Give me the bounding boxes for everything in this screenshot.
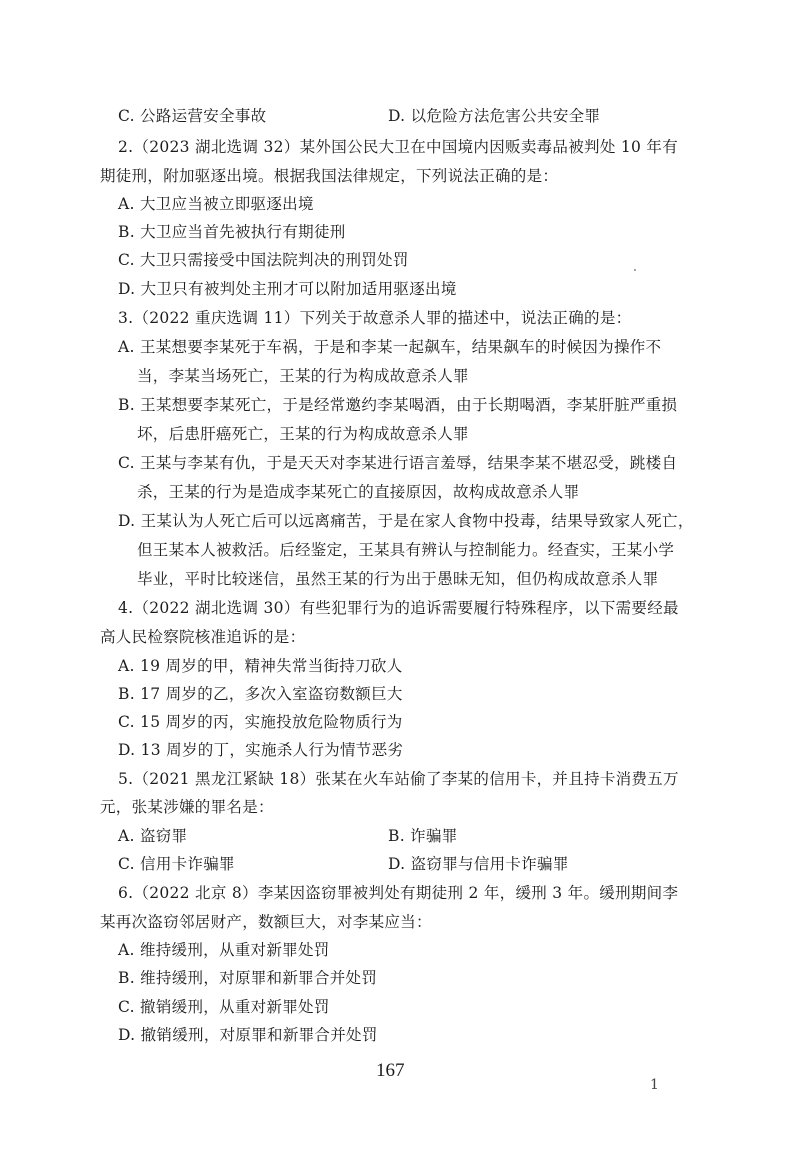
q2-stem-line1: 2.（2023 湖北选调 32）某外国公民大卫在中国境内因贩卖毒品被判处 10 年有 bbox=[118, 138, 678, 156]
q3-option-d-line3: 毕业，平时比较迷信，虽然王某的行为出于愚昧无知，但仍构成故意杀人罪 bbox=[137, 570, 659, 588]
q1-option-c: C. 公路运营安全事故 bbox=[118, 107, 267, 125]
q4-option-d: D. 13 周岁的丁，实施杀人行为情节恶劣 bbox=[118, 741, 404, 759]
q6-option-b: B. 维持缓刑，对原罪和新罪合并处罚 bbox=[118, 969, 378, 987]
corner-mark: 1 bbox=[650, 1077, 659, 1093]
page-number: 167 bbox=[376, 1060, 405, 1081]
q6-stem-line1: 6.（2022 北京 8）李某因盗窃罪被判处有期徒刑 2 年，缓刑 3 年。缓刑期间李 bbox=[118, 884, 679, 902]
q3-option-a-line2: 当，李某当场死亡，王某的行为构成故意杀人罪 bbox=[137, 367, 469, 385]
q2-option-b: B. 大卫应当首先被执行有期徒刑 bbox=[118, 223, 346, 241]
q3-option-b-line1: B. 王某想要李某死亡，于是经常邀约李某喝酒，由于长期喝酒，李某肝脏严重损 bbox=[118, 396, 678, 414]
q5-stem-line1: 5.（2021 黑龙江紧缺 18）张某在火车站偷了李某的信用卡，并且持卡消费五万 bbox=[118, 770, 679, 788]
q5-option-d: D. 盗窃罪与信用卡诈骗罪 bbox=[388, 855, 569, 873]
q3-option-d-line1: D. 王某认为人死亡后可以远离痛苦，于是在家人食物中投毒，结果导致家人死亡， bbox=[118, 512, 694, 530]
q5-option-a: A. 盗窃罪 bbox=[118, 827, 188, 845]
q3-option-a-line1: A. 王某想要李某死于车祸，于是和李某一起飙车，结果飙车的时候因为操作不 bbox=[118, 338, 662, 356]
q5-option-c: C. 信用卡诈骗罪 bbox=[118, 855, 235, 873]
q2-option-a: A. 大卫应当被立即驱逐出境 bbox=[118, 195, 314, 213]
q2-option-c: C. 大卫只需接受中国法院判决的刑罚处罚 bbox=[118, 251, 409, 269]
q5-option-b: B. 诈骗罪 bbox=[388, 827, 458, 845]
q4-option-b: B. 17 周岁的乙，多次入室盗窃数额巨大 bbox=[118, 685, 403, 703]
q2-option-d: D. 大卫只有被判处主刑才可以附加适用驱逐出境 bbox=[118, 280, 457, 298]
q6-option-d: D. 撤销缓刑，对原罪和新罪合并处罚 bbox=[118, 1026, 378, 1044]
q1-option-d: D. 以危险方法危害公共安全罪 bbox=[388, 107, 601, 125]
q6-option-c: C. 撤销缓刑，从重对新罪处罚 bbox=[118, 998, 330, 1016]
q3-stem: 3.（2022 重庆选调 11）下列关于故意杀人罪的描述中，说法正确的是： bbox=[118, 309, 632, 327]
q3-option-b-line2: 坏，后患肝癌死亡，王某的行为构成故意杀人罪 bbox=[137, 425, 469, 443]
q6-option-a: A. 维持缓刑，从重对新罪处罚 bbox=[118, 941, 330, 959]
q5-stem-line2: 元，张某涉嫌的罪名是： bbox=[100, 798, 274, 816]
q4-stem-line2: 高人民检察院核准追诉的是： bbox=[100, 628, 306, 646]
q3-option-c-line2: 杀，王某的行为是造成李某死亡的直接原因，故构成故意杀人罪 bbox=[137, 483, 580, 501]
q3-option-d-line2: 但王某本人被救活。后经鉴定，王某具有辨认与控制能力。经查实，王某小学 bbox=[137, 541, 675, 559]
q6-stem-line2: 某再次盗窃邻居财产，数额巨大，对李某应当： bbox=[100, 913, 432, 931]
q4-option-a: A. 19 周岁的甲，精神失常当街持刀砍人 bbox=[118, 657, 403, 675]
scan-speck bbox=[634, 269, 636, 271]
q3-option-c-line1: C. 王某与李某有仇，于是天天对李某进行语言羞辱，结果李某不堪忍受，跳楼自 bbox=[118, 454, 678, 472]
q4-option-c: C. 15 周岁的丙，实施投放危险物质行为 bbox=[118, 713, 403, 731]
q4-stem-line1: 4.（2022 湖北选调 30）有些犯罪行为的追诉需要履行特殊程序，以下需要经最 bbox=[118, 599, 679, 617]
q2-stem-line2: 期徒刑，附加驱逐出境。根据我国法律规定，下列说法正确的是： bbox=[100, 167, 559, 185]
